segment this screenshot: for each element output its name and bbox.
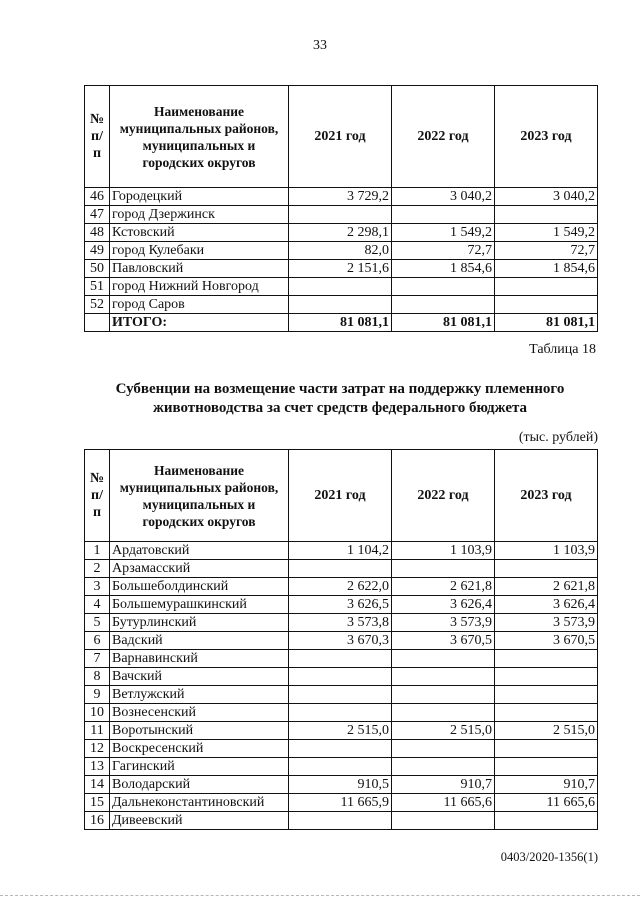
row-2022-cell: 72,7 <box>392 242 495 260</box>
row-2021-cell <box>289 668 392 686</box>
row-2023-cell: 3 670,5 <box>495 632 598 650</box>
row-2021-cell <box>289 560 392 578</box>
scan-edge-line <box>0 895 640 897</box>
row-2021-cell: 2 298,1 <box>289 224 392 242</box>
row-2021-cell: 82,0 <box>289 242 392 260</box>
row-name-cell: Воротынский <box>110 722 289 740</box>
row-2022-cell: 910,7 <box>392 776 495 794</box>
row-2021-cell <box>289 704 392 722</box>
row-number-cell: 6 <box>85 632 110 650</box>
document-code: 0403/2020-1356(1) <box>500 850 598 864</box>
row-2022-cell <box>392 560 495 578</box>
column-header-name: Наименование муниципальных районов, муниципальных и городских округов <box>110 450 289 542</box>
row-name-cell: Володарский <box>110 776 289 794</box>
row-2022-cell: 2 621,8 <box>392 578 495 596</box>
row-2022-cell: 1 103,9 <box>392 542 495 560</box>
column-header-num: № п/п <box>85 86 110 188</box>
table-row <box>85 224 598 242</box>
table-row <box>85 632 598 650</box>
row-2023-cell <box>495 812 598 830</box>
row-2023-cell: 3 626,4 <box>495 596 598 614</box>
row-name-cell: Ардатовский <box>110 542 289 560</box>
row-name-cell: Вачский <box>110 668 289 686</box>
row-2022-cell <box>392 704 495 722</box>
row-name-cell: Дивеевский <box>110 812 289 830</box>
table-row <box>85 578 598 596</box>
row-2023-cell <box>495 650 598 668</box>
table-row <box>85 296 598 314</box>
row-name-cell: Городецкий <box>110 188 289 206</box>
row-name-cell: Арзамасский <box>110 560 289 578</box>
total-row <box>85 314 598 332</box>
row-2022-cell: 1 854,6 <box>392 260 495 278</box>
table-row <box>85 668 598 686</box>
table-row <box>85 206 598 224</box>
row-2022-cell: 11 665,6 <box>392 794 495 812</box>
row-2021-cell <box>289 740 392 758</box>
row-2023-cell: 3 573,9 <box>495 614 598 632</box>
table-row <box>85 614 598 632</box>
row-2021-cell: 3 626,5 <box>289 596 392 614</box>
row-2023-cell: 1 103,9 <box>495 542 598 560</box>
table-row <box>85 242 598 260</box>
column-header-2023: 2023 год <box>495 86 598 188</box>
row-2021-cell: 3 573,8 <box>289 614 392 632</box>
total-2022: 81 081,1 <box>392 314 495 332</box>
table-row <box>85 704 598 722</box>
row-2022-cell <box>392 206 495 224</box>
row-2023-cell <box>495 278 598 296</box>
row-2022-cell: 2 515,0 <box>392 722 495 740</box>
column-header-2021: 2021 год <box>289 86 392 188</box>
row-name-cell: Вадский <box>110 632 289 650</box>
column-header-num: № п/п <box>85 450 110 542</box>
row-number-cell: 52 <box>85 296 110 314</box>
row-2021-cell <box>289 296 392 314</box>
total-num-cell <box>85 314 110 332</box>
column-header-2022: 2022 год <box>392 86 495 188</box>
row-number-cell: 14 <box>85 776 110 794</box>
column-header-2022: 2022 год <box>392 450 495 542</box>
row-2022-cell <box>392 686 495 704</box>
table-row <box>85 260 598 278</box>
row-number-cell: 48 <box>85 224 110 242</box>
row-2022-cell <box>392 650 495 668</box>
column-header-2023: 2023 год <box>495 450 598 542</box>
row-2023-cell <box>495 686 598 704</box>
row-2021-cell <box>289 686 392 704</box>
units-note: (тыс. рублей) <box>518 430 598 445</box>
table-body <box>85 542 598 830</box>
row-2023-cell: 1 549,2 <box>495 224 598 242</box>
data-table-continued <box>84 85 598 332</box>
row-number-cell: 46 <box>85 188 110 206</box>
row-number-cell: 9 <box>85 686 110 704</box>
table-row <box>85 560 598 578</box>
row-2022-cell <box>392 278 495 296</box>
row-2023-cell <box>495 560 598 578</box>
row-2023-cell <box>495 740 598 758</box>
row-2022-cell: 3 573,9 <box>392 614 495 632</box>
table-row <box>85 740 598 758</box>
row-2023-cell: 1 854,6 <box>495 260 598 278</box>
row-2021-cell <box>289 650 392 668</box>
row-2021-cell: 910,5 <box>289 776 392 794</box>
row-2023-cell <box>495 296 598 314</box>
table-row <box>85 188 598 206</box>
row-number-cell: 12 <box>85 740 110 758</box>
data-table-18 <box>84 449 598 830</box>
row-2023-cell <box>495 206 598 224</box>
row-2022-cell: 3 040,2 <box>392 188 495 206</box>
table-row <box>85 758 598 776</box>
row-name-cell: город Дзержинск <box>110 206 289 224</box>
table-row <box>85 542 598 560</box>
row-2021-cell: 3 670,3 <box>289 632 392 650</box>
row-2023-cell: 910,7 <box>495 776 598 794</box>
row-2023-cell <box>495 704 598 722</box>
row-2021-cell <box>289 812 392 830</box>
row-name-cell: Большемурашкинский <box>110 596 289 614</box>
table-row <box>85 278 598 296</box>
total-label: ИТОГО: <box>110 314 289 332</box>
table-body <box>85 188 598 314</box>
row-name-cell: Воскресенский <box>110 740 289 758</box>
row-number-cell: 7 <box>85 650 110 668</box>
row-2021-cell: 3 729,2 <box>289 188 392 206</box>
row-number-cell: 10 <box>85 704 110 722</box>
section-title: Субвенции на возмещение части затрат на поддержку племенного животноводства за счет средств федерального бюджета <box>115 381 565 416</box>
table-row <box>85 722 598 740</box>
row-number-cell: 11 <box>85 722 110 740</box>
row-number-cell: 16 <box>85 812 110 830</box>
row-name-cell: Гагинский <box>110 758 289 776</box>
row-2023-cell <box>495 758 598 776</box>
row-2022-cell: 3 670,5 <box>392 632 495 650</box>
row-number-cell: 8 <box>85 668 110 686</box>
row-2021-cell: 11 665,9 <box>289 794 392 812</box>
table-row <box>85 686 598 704</box>
row-2021-cell <box>289 206 392 224</box>
row-number-cell: 2 <box>85 560 110 578</box>
row-name-cell: Вознесенский <box>110 704 289 722</box>
table-row <box>85 650 598 668</box>
row-2023-cell: 3 040,2 <box>495 188 598 206</box>
table-row <box>85 596 598 614</box>
row-2022-cell <box>392 758 495 776</box>
row-number-cell: 15 <box>85 794 110 812</box>
row-number-cell: 5 <box>85 614 110 632</box>
row-2023-cell: 72,7 <box>495 242 598 260</box>
row-number-cell: 50 <box>85 260 110 278</box>
row-name-cell: город Нижний Новгород <box>110 278 289 296</box>
column-header-2021: 2021 год <box>289 450 392 542</box>
row-2021-cell: 2 151,6 <box>289 260 392 278</box>
row-2022-cell <box>392 296 495 314</box>
row-2022-cell <box>392 812 495 830</box>
row-name-cell: Кстовский <box>110 224 289 242</box>
row-2023-cell: 11 665,6 <box>495 794 598 812</box>
row-2023-cell <box>495 668 598 686</box>
row-number-cell: 4 <box>85 596 110 614</box>
row-name-cell: Варнавинский <box>110 650 289 668</box>
row-number-cell: 13 <box>85 758 110 776</box>
row-2022-cell: 1 549,2 <box>392 224 495 242</box>
table-row <box>85 776 598 794</box>
row-name-cell: город Саров <box>110 296 289 314</box>
row-name-cell: Ветлужский <box>110 686 289 704</box>
row-2022-cell <box>392 740 495 758</box>
table-caption: Таблица 18 <box>529 342 596 357</box>
row-2022-cell <box>392 668 495 686</box>
table-row <box>85 812 598 830</box>
row-name-cell: Большеболдинский <box>110 578 289 596</box>
row-name-cell: город Кулебаки <box>110 242 289 260</box>
row-number-cell: 1 <box>85 542 110 560</box>
total-2021: 81 081,1 <box>289 314 392 332</box>
row-2023-cell: 2 515,0 <box>495 722 598 740</box>
row-name-cell: Дальнеконстантиновский <box>110 794 289 812</box>
row-number-cell: 51 <box>85 278 110 296</box>
row-2021-cell: 1 104,2 <box>289 542 392 560</box>
row-2023-cell: 2 621,8 <box>495 578 598 596</box>
row-2022-cell: 3 626,4 <box>392 596 495 614</box>
table-row <box>85 794 598 812</box>
row-number-cell: 49 <box>85 242 110 260</box>
page-number: 33 <box>313 38 327 53</box>
row-2021-cell <box>289 758 392 776</box>
total-2023: 81 081,1 <box>495 314 598 332</box>
row-2021-cell <box>289 278 392 296</box>
row-2021-cell: 2 515,0 <box>289 722 392 740</box>
column-header-name: Наименование муниципальных районов, муниципальных и городских округов <box>110 86 289 188</box>
row-name-cell: Павловский <box>110 260 289 278</box>
row-name-cell: Бутурлинский <box>110 614 289 632</box>
row-number-cell: 47 <box>85 206 110 224</box>
row-number-cell: 3 <box>85 578 110 596</box>
row-2021-cell: 2 622,0 <box>289 578 392 596</box>
